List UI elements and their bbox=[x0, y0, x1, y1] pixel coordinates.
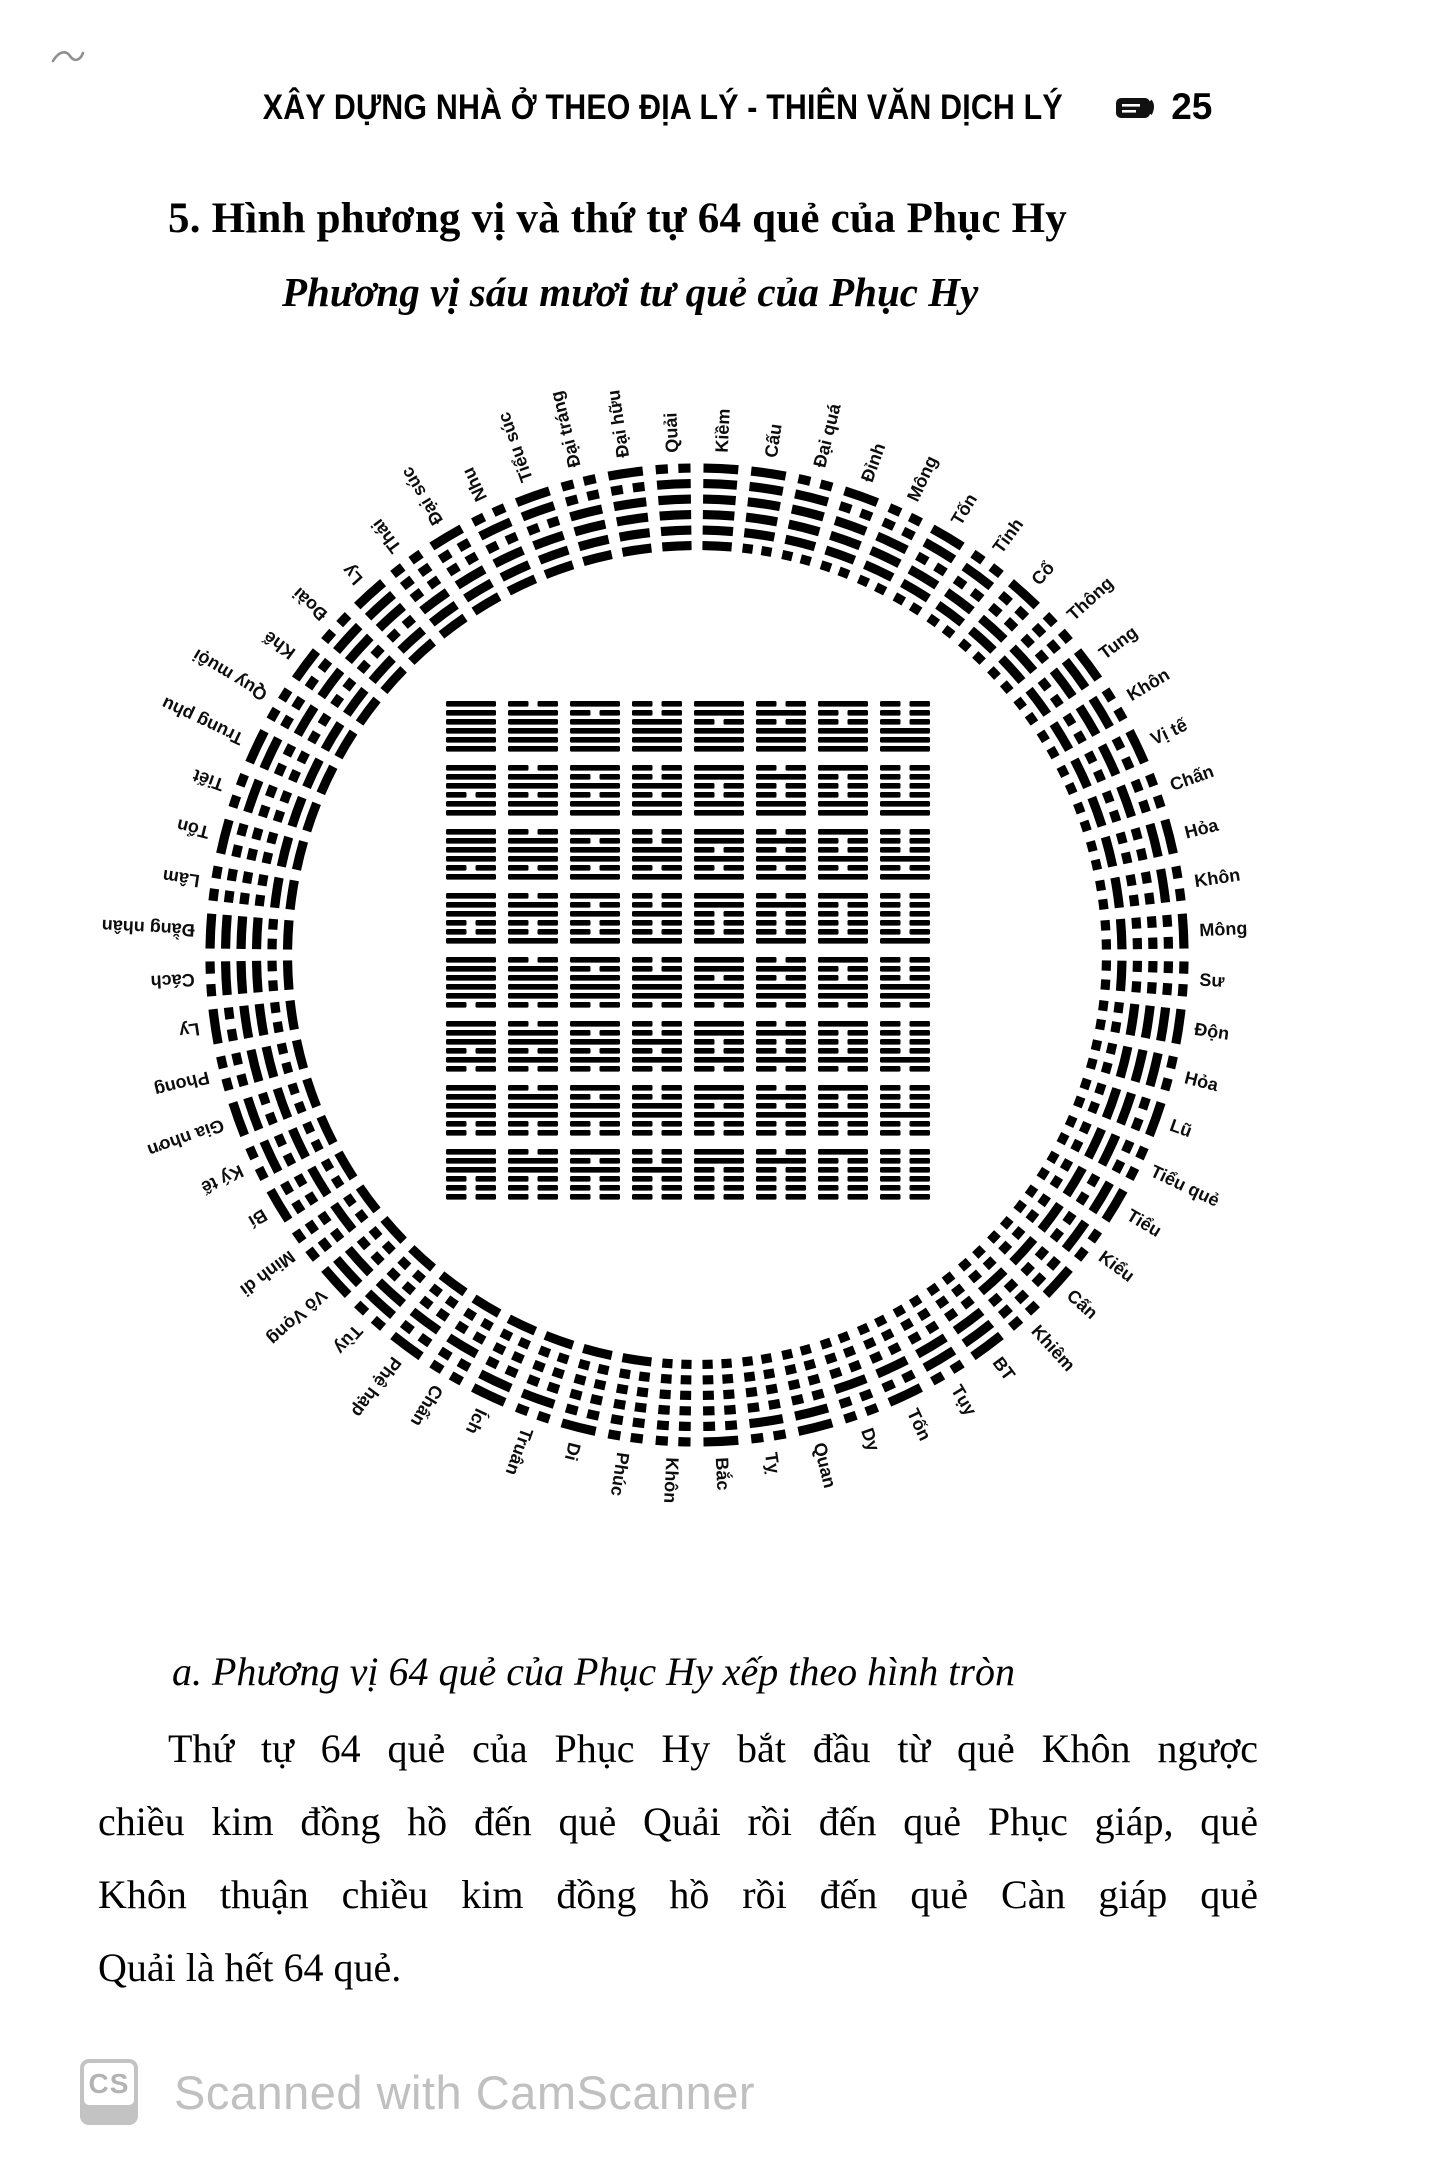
ring-hexagram bbox=[244, 1153, 353, 1232]
ring-hexagram-label: Ích bbox=[461, 1405, 491, 1438]
grid-hexagram bbox=[880, 701, 930, 752]
ring-hexagram-label: Vô Vọng bbox=[263, 1285, 332, 1350]
ring-hexagram-label: Gia nhơn bbox=[144, 1115, 227, 1161]
grid-hexagram bbox=[446, 701, 496, 752]
ring-hexagram-label: Khế bbox=[259, 627, 299, 664]
grid-hexagram bbox=[632, 957, 682, 1008]
camscanner-logo-text: CS bbox=[84, 2063, 134, 2105]
ring-hexagram bbox=[607, 1358, 652, 1498]
grid-hexagram bbox=[694, 701, 744, 752]
grid-hexagram bbox=[570, 701, 620, 752]
grid-hexagram bbox=[756, 1085, 806, 1136]
grid-hexagram bbox=[508, 765, 558, 816]
grid-hexagram bbox=[818, 1085, 868, 1136]
ring-hexagram-label: Hỏa bbox=[1182, 814, 1221, 843]
grid-hexagram bbox=[756, 1021, 806, 1072]
ring-hexagram-label: Khôn bbox=[660, 1456, 683, 1504]
grid-hexagram bbox=[508, 1085, 558, 1136]
ring-hexagram-label: Lũ bbox=[1167, 1115, 1195, 1142]
grid-hexagram bbox=[446, 1085, 496, 1136]
grid-hexagram bbox=[880, 1149, 930, 1200]
ring-hexagram-label: Ký tế bbox=[198, 1161, 247, 1198]
grid-hexagram bbox=[880, 1021, 930, 1072]
grid-hexagram bbox=[570, 957, 620, 1008]
grid-hexagram bbox=[880, 765, 930, 816]
grid-hexagram bbox=[818, 1149, 868, 1200]
ring-hexagram bbox=[259, 626, 377, 722]
ring-hexagram-label: Kiểu bbox=[1095, 1246, 1139, 1286]
ring-hexagram bbox=[1040, 1153, 1165, 1241]
ring-hexagram bbox=[1105, 960, 1226, 996]
ring-hexagram-label: Cổ bbox=[1027, 557, 1059, 590]
camscanner-watermark: Scanned with CamScanner bbox=[174, 2065, 756, 2119]
ring-hexagram-label: Sư bbox=[1198, 969, 1225, 991]
ring-hexagram-label: Tốn bbox=[903, 1405, 936, 1444]
ring-hexagram bbox=[895, 490, 981, 611]
ring-hexagram-label: Đại tráng bbox=[546, 388, 585, 470]
ring-hexagram-label: Tốn bbox=[947, 490, 982, 529]
ring-hexagram-label: Lâm bbox=[161, 865, 201, 892]
ring-hexagram bbox=[782, 1348, 840, 1490]
ring-hexagram-label: BT bbox=[988, 1353, 1019, 1385]
grid-hexagram bbox=[694, 893, 744, 944]
ring-hexagram-label: Kiềm bbox=[711, 408, 734, 454]
grid-hexagram bbox=[818, 1021, 868, 1072]
ring-hexagram-label: Tỉnh bbox=[988, 514, 1028, 557]
ring-hexagram bbox=[743, 422, 786, 552]
ring-hexagram-label: Tiểu bbox=[1123, 1205, 1166, 1242]
ring-hexagram bbox=[859, 1319, 935, 1444]
ring-hexagram bbox=[348, 1275, 465, 1421]
book-title: XÂY DỰNG NHÀ Ở THEO ĐỊA LÝ - THIÊN VĂN DỊCH LÝ bbox=[262, 86, 1063, 127]
ring-hexagram-label: Di bbox=[560, 1440, 585, 1463]
ring-hexagram bbox=[743, 1358, 786, 1475]
grid-hexagram bbox=[756, 765, 806, 816]
grid-hexagram bbox=[570, 829, 620, 880]
ring-hexagram bbox=[821, 1335, 884, 1453]
ring-hexagram-label: Ly bbox=[177, 1018, 201, 1042]
ring-hexagram bbox=[702, 408, 738, 547]
camscanner-footer bbox=[80, 2052, 755, 2132]
ring-hexagram bbox=[603, 389, 651, 553]
ring-hexagram-label: Bắc bbox=[711, 1456, 734, 1491]
figure-caption: a. Phương vị 64 quẻ của Phục Hy xếp theo hình tròn bbox=[172, 1649, 1015, 1694]
ring-hexagram-label: Phệ hạp bbox=[347, 1353, 406, 1422]
ring-hexagram-label: Đoài bbox=[288, 583, 332, 625]
ring-hexagram-label: Đại súc bbox=[396, 463, 447, 529]
ring-hexagram-label: Trung phu bbox=[158, 693, 247, 749]
grid-hexagram bbox=[756, 1149, 806, 1200]
ring-hexagram-label: Quải bbox=[660, 412, 683, 454]
ring-hexagram-label: Đằng nhân bbox=[101, 915, 196, 941]
grid-hexagram bbox=[694, 765, 744, 816]
section-subheading: Phương vị sáu mươi tư quẻ của Phục Hy bbox=[282, 269, 979, 315]
ring-hexagram-label: Khiêm bbox=[1027, 1320, 1080, 1376]
ring-hexagram-label: Minh di bbox=[236, 1246, 299, 1301]
book-stamp-icon bbox=[1113, 91, 1155, 123]
ring-hexagram-label: Hỏa bbox=[1182, 1067, 1221, 1096]
ring-hexagram bbox=[1105, 914, 1248, 950]
grid-hexagram bbox=[756, 893, 806, 944]
ring-hexagram-label: Truân bbox=[501, 1425, 537, 1479]
ring-hexagram-label: Quan bbox=[809, 1440, 841, 1490]
ring-hexagram-label: Thông bbox=[1062, 572, 1118, 625]
ring-hexagram bbox=[702, 1363, 738, 1491]
ring-hexagram-label: Cấn bbox=[1062, 1285, 1102, 1324]
ring-hexagram-label: Khôn bbox=[1123, 664, 1174, 705]
ring-hexagram-label: Dy bbox=[857, 1425, 884, 1454]
grid-hexagram bbox=[694, 829, 744, 880]
ring-hexagram bbox=[1100, 865, 1242, 910]
grid-hexagram bbox=[508, 1149, 558, 1200]
section-heading: 5. Hình phương vị và thứ tự 64 quẻ của Phục Hy bbox=[168, 195, 1067, 242]
ring-hexagram bbox=[338, 561, 433, 662]
ring-hexagram-label: Chấn bbox=[1167, 760, 1217, 795]
ring-hexagram bbox=[1077, 1079, 1194, 1141]
ring-hexagram bbox=[929, 1275, 1019, 1384]
ring-hexagram-label: Mông bbox=[903, 452, 942, 505]
grid-hexagram bbox=[756, 701, 806, 752]
grid-hexagram bbox=[446, 1021, 496, 1072]
ring-hexagram-label: Tung bbox=[1095, 621, 1142, 664]
ring-hexagram bbox=[161, 866, 294, 910]
grid-hexagram bbox=[570, 765, 620, 816]
ring-hexagram-label: Khôn bbox=[1193, 864, 1242, 892]
grid-hexagram bbox=[632, 893, 682, 944]
fuxi-circle-diagram bbox=[0, 372, 1440, 1552]
pen-mark bbox=[50, 46, 86, 68]
page-number: 25 bbox=[1171, 86, 1213, 127]
ring-hexagram-label: Thái bbox=[367, 515, 406, 557]
grid-hexagram bbox=[880, 957, 930, 1008]
grid-hexagram bbox=[446, 893, 496, 944]
ring-hexagram bbox=[1100, 1001, 1231, 1044]
ring-hexagram-label: Mông bbox=[1198, 917, 1248, 941]
grid-hexagram bbox=[756, 957, 806, 1008]
grid-hexagram bbox=[880, 1085, 930, 1136]
grid-hexagram bbox=[694, 1149, 744, 1200]
ring-hexagram-label: Cấu bbox=[760, 422, 786, 459]
ring-hexagram bbox=[1090, 815, 1221, 870]
grid-hexagram bbox=[446, 765, 496, 816]
ring-hexagram-label: Nhu bbox=[457, 464, 491, 505]
grid-hexagram bbox=[694, 1021, 744, 1072]
ring-hexagram-label: Tiểu súc bbox=[493, 409, 537, 485]
ring-hexagram bbox=[150, 960, 289, 996]
grid-hexagram bbox=[880, 829, 930, 880]
grid-hexagram bbox=[508, 701, 558, 752]
ring-hexagram-label: Chấn bbox=[406, 1381, 447, 1431]
ring-hexagram-label: Đại quá bbox=[809, 401, 845, 470]
ring-hexagram-label: Ly bbox=[338, 560, 367, 590]
grid-hexagram bbox=[880, 893, 930, 944]
ring-hexagram-label: Phúc bbox=[606, 1451, 634, 1498]
grid-hexagram bbox=[632, 765, 682, 816]
ring-hexagram bbox=[101, 914, 289, 950]
grid-hexagram bbox=[756, 829, 806, 880]
grid-hexagram bbox=[632, 1021, 682, 1072]
body-line: Thứ tự 64 quẻ của Phục Hy bắt đầu từ quẻ Khôn ngược bbox=[168, 1726, 1258, 1771]
grid-hexagram bbox=[818, 765, 868, 816]
ring-hexagram-label: Đại hữu bbox=[603, 388, 634, 459]
page-header bbox=[0, 86, 1440, 128]
grid-hexagram bbox=[818, 829, 868, 880]
grid-hexagram bbox=[818, 701, 868, 752]
ring-hexagram-label: Vị tế bbox=[1147, 714, 1191, 749]
grid-hexagram bbox=[632, 1085, 682, 1136]
ring-hexagram bbox=[1090, 1040, 1221, 1095]
ring-hexagram bbox=[175, 815, 304, 870]
grid-hexagram bbox=[446, 957, 496, 1008]
grid-hexagram bbox=[570, 1085, 620, 1136]
grid-hexagram bbox=[508, 893, 558, 944]
camscanner-logo bbox=[80, 2059, 138, 2125]
ring-hexagram bbox=[656, 1363, 692, 1504]
grid-hexagram bbox=[508, 829, 558, 880]
grid-hexagram bbox=[570, 893, 620, 944]
ring-hexagram bbox=[178, 1001, 294, 1044]
ring-hexagram-label: Tùy bbox=[330, 1320, 367, 1359]
ring-hexagram-label: Quy muội bbox=[189, 645, 271, 705]
grid-hexagram bbox=[632, 1149, 682, 1200]
body-paragraph bbox=[98, 1712, 1258, 2004]
body-line: Quải là hết 64 quẻ. bbox=[98, 1945, 402, 1990]
grid-hexagram bbox=[446, 829, 496, 880]
ring-hexagram bbox=[561, 1348, 612, 1462]
ring-hexagram-label: Bí bbox=[244, 1205, 271, 1232]
ring-hexagram-label: Tụy bbox=[947, 1381, 981, 1420]
body-line: chiều kim đồng hồ đến quẻ Quải rồi đến quẻ Phục giáp, quẻ bbox=[98, 1799, 1258, 1844]
grid-hexagram bbox=[508, 957, 558, 1008]
ring-hexagram-label: Phong bbox=[152, 1067, 212, 1101]
ring-hexagram bbox=[656, 412, 692, 547]
ring-hexagram-label: Tiểu quẻ bbox=[1147, 1161, 1223, 1211]
grid-hexagram bbox=[818, 893, 868, 944]
grid-hexagram bbox=[632, 701, 682, 752]
grid-hexagram bbox=[446, 1149, 496, 1200]
ring-hexagram-label: Độn bbox=[1193, 1018, 1231, 1044]
grid-hexagram bbox=[632, 829, 682, 880]
ring-hexagram-label: Tổn bbox=[174, 815, 212, 843]
ring-hexagram bbox=[462, 1319, 535, 1438]
ring-hexagram-label: Tiết bbox=[190, 765, 227, 795]
grid-hexagram bbox=[570, 1149, 620, 1200]
ring-hexagram-label: Cách bbox=[150, 969, 196, 992]
grid-hexagram bbox=[694, 957, 744, 1008]
ring-hexagram-label: Tỵ bbox=[760, 1451, 784, 1475]
grid-hexagram bbox=[508, 1021, 558, 1072]
body-line: Khôn thuận chiều kim đồng hồ rồi đến quẻ Càn giáp quẻ bbox=[98, 1872, 1258, 1917]
ring-hexagram-label: Đỉnh bbox=[857, 440, 890, 485]
grid-hexagram bbox=[694, 1085, 744, 1136]
grid-hexagram bbox=[570, 1021, 620, 1072]
grid-hexagram bbox=[818, 957, 868, 1008]
